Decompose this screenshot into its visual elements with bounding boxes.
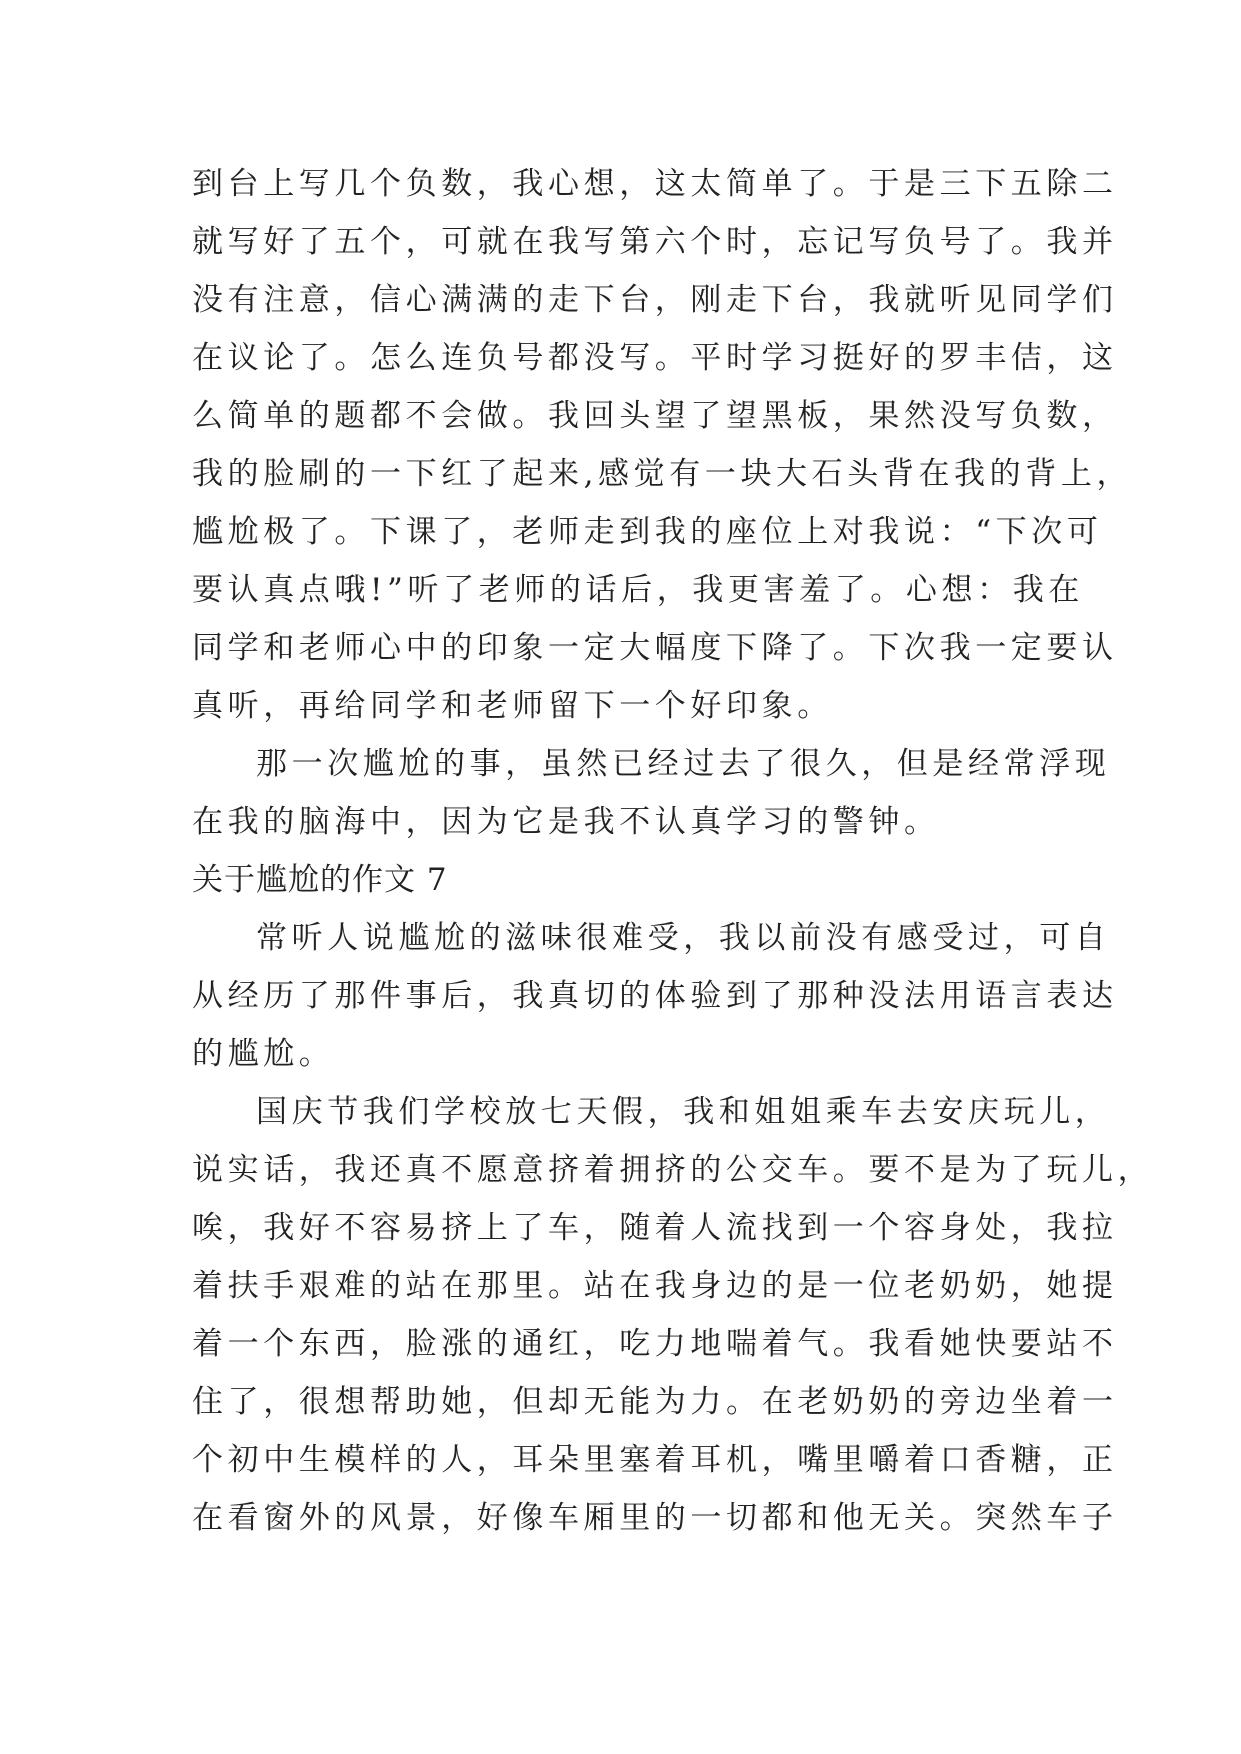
paragraph-line: 我的脸刷的一下红了起来,感觉有一块大石头背在我的背上， [192, 456, 1133, 492]
paragraph-line: 到台上写几个负数，我心想，这太简单了。于是三下五除二 [192, 166, 1118, 202]
paragraph-line: 住了，很想帮助她，但却无能为力。在老奶奶的旁边坐着一 [192, 1384, 1118, 1420]
paragraph-line: 真听，再给同学和老师留下一个好印象。 [192, 688, 833, 724]
paragraph-line: 着一个东西，脸涨的通红，吃力地喘着气。我看她快要站不 [192, 1326, 1118, 1362]
paragraph-line: 着扶手艰难的站在那里。站在我身边的是一位老奶奶，她提 [192, 1268, 1118, 1304]
paragraph-line: 的尴尬。 [192, 1036, 335, 1072]
paragraph-line: 唉，我好不容易挤上了车，随着人流找到一个容身处，我拉 [192, 1210, 1118, 1246]
paragraph-line: 没有注意，信心满满的走下台，刚走下台，我就听见同学们 [192, 282, 1118, 318]
paragraph-line: 常听人说尴尬的滋味很难受，我以前没有感受过，可自 [256, 920, 1111, 956]
paragraph-line: 个初中生模样的人，耳朵里塞着耳机，嘴里嚼着口香糖，正 [192, 1442, 1118, 1478]
paragraph-line: 在我的脑海中，因为它是我不认真学习的警钟。 [192, 804, 940, 840]
paragraph-line: 国庆节我们学校放七天假，我和姐姐乘车去安庆玩儿， [256, 1094, 1111, 1130]
paragraph-line: 要认真点哦!”听了老师的话后，我更害羞了。心想：我在 [192, 572, 1084, 608]
paragraph-line: 那一次尴尬的事，虽然已经过去了很久，但是经常浮现 [256, 746, 1111, 782]
paragraph-line: 就写好了五个，可就在我写第六个时，忘记写负号了。我并 [192, 224, 1118, 260]
paragraph-line: 么简单的题都不会做。我回头望了望黑板，果然没写负数， [192, 398, 1118, 434]
paragraph-line: 在议论了。怎么连负号都没写。平时学习挺好的罗丰佶，这 [192, 340, 1118, 376]
paragraph-line: 尴尬极了。下课了，老师走到我的座位上对我说：“下次可 [192, 514, 1103, 550]
paragraph-line: 说实话，我还真不愿意挤着拥挤的公交车。要不是为了玩儿， [192, 1152, 1154, 1188]
paragraph-line: 在看窗外的风景，好像车厢里的一切都和他无关。突然车子 [192, 1500, 1118, 1536]
section-heading: 关于尴尬的作文 7 [192, 862, 448, 898]
paragraph-line: 从经历了那件事后，我真切的体验到了那种没法用语言表达 [192, 978, 1118, 1014]
paragraph-line: 同学和老师心中的印象一定大幅度下降了。下次我一定要认 [192, 630, 1118, 666]
